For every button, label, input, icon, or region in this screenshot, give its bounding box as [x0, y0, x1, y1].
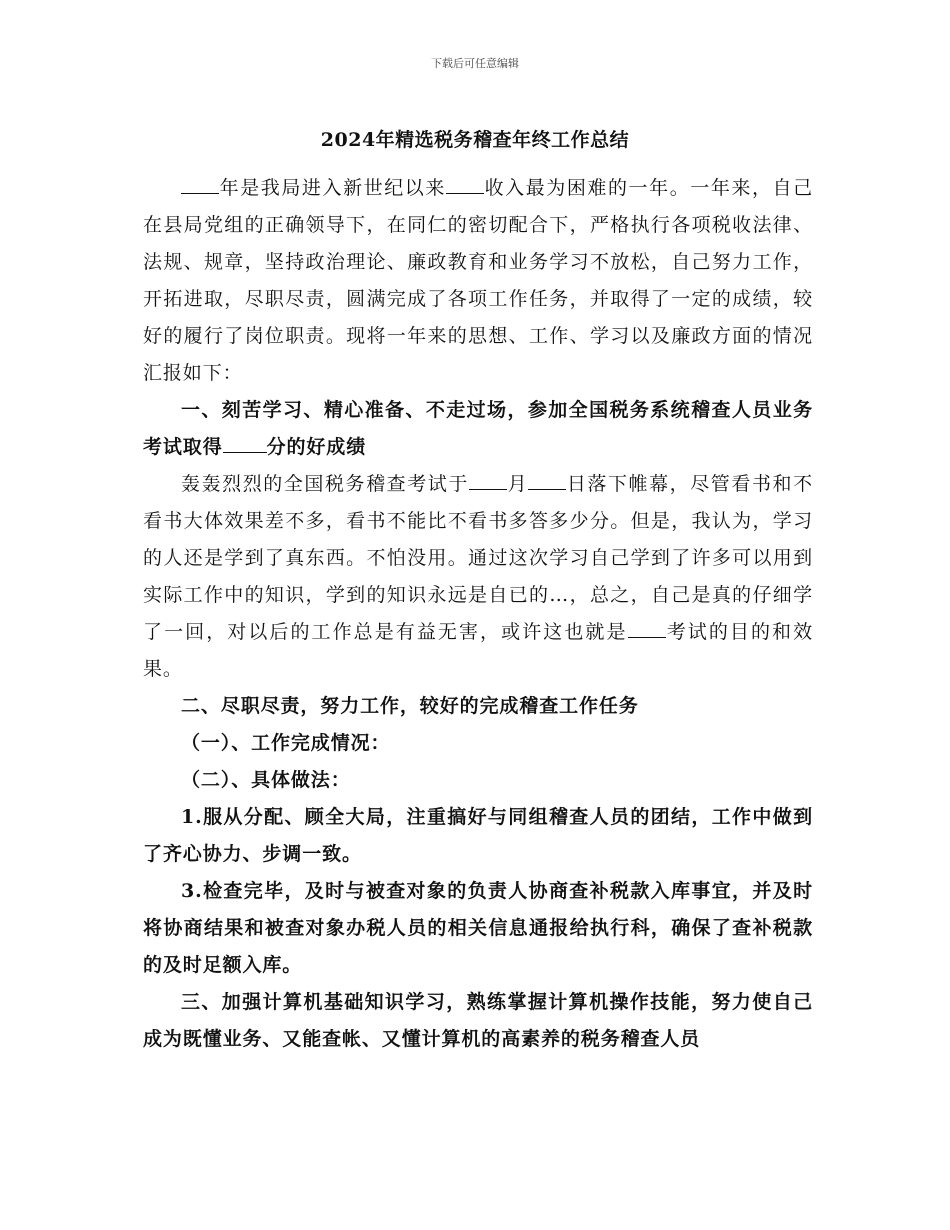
- document-title: 2024年精选税务稽查年终工作总结: [320, 129, 630, 151]
- section-heading-2: 二、尽职尽责，努力工作，较好的完成稽查工作任务: [181, 695, 639, 717]
- intro-text-a: 年是我局进入新世纪以来: [219, 177, 446, 199]
- section-heading-3: 三、加强计算机基础知识学习，熟练掌握计算机操作技能，努力使自己成为既懂业务、又能查帐、又懂计算机的高素养的税务稽查人员: [143, 991, 813, 1050]
- exam-text-d: 考试的目的和效果。: [143, 621, 813, 680]
- exam-text-a: 轰轰烈烈的全国税务稽查考试于: [181, 473, 469, 495]
- intro-paragraph: [143, 170, 813, 392]
- section-heading-1: [143, 392, 813, 466]
- list-item-1: 1.服从分配、顾全大局，注重搞好与同组稽查人员的团结，工作中做到了齐心协力、步调一致。: [143, 806, 813, 865]
- heading-1-text-a: 一、刻苦学习、精心准备、不走过场，参加全国税务系统稽查人员业务考试取得: [143, 399, 813, 458]
- fill-blank: [528, 472, 566, 490]
- fill-blank: [469, 472, 507, 490]
- subsection-2: （二）、具体做法：: [181, 769, 351, 791]
- header-note: 下载后可任意编辑: [431, 57, 519, 70]
- heading-1-text-b: 分的好成绩: [266, 436, 367, 458]
- list-item-3: 3.检查完毕，及时与被查对象的负责人协商查补税款入库事宜，并及时将协商结果和被查对象办税人员的相关信息通报给执行科，确保了查补税款的及时足额入库。: [143, 880, 813, 976]
- fill-blank: [181, 176, 219, 194]
- exam-text-b: 月: [506, 473, 529, 495]
- fill-blank: [223, 435, 267, 453]
- exam-text-c: 日落下帷幕，尽管看书和不看书大体效果差不多，看书不能比不看书多答多少分。但是，我认为，学习的人还是学到了真东西。不怕没用。通过这次学习自己学到了许多可以用到实际工作中的知识，学到的知识永远是自已的…，总之，自己是真的仔细学了一回，对以后的工作总是有益无害，或许这也就是: [143, 473, 813, 643]
- subsection-1: （一）、工作完成情况：: [181, 732, 391, 754]
- document-body: [143, 170, 813, 1058]
- exam-paragraph: [143, 466, 813, 688]
- intro-text-b: 收入最为困难的一年。一年来，自己在县局党组的正确领导下，在同仁的密切配合下，严格执行各项税收法律、法规、规章，坚持政治理论、廉政教育和业务学习不放松，自己努力工作，开拓进取，尽职尽责，圆满完成了各项工作任务，并取得了一定的成绩，较好的履行了岗位职责。现将一年来的思想、工作、学习以及廉政方面的情况汇报如下：: [143, 177, 814, 384]
- fill-blank: [446, 176, 484, 194]
- fill-blank: [628, 620, 666, 638]
